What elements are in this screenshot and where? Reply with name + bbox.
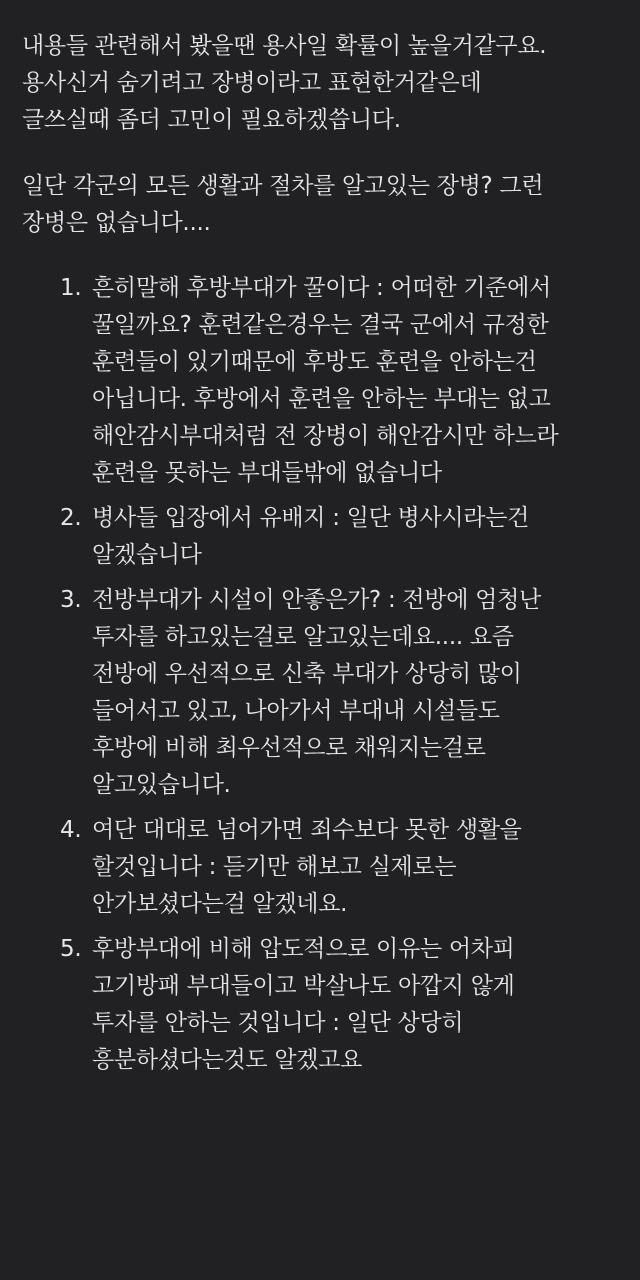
list-number: 1.	[60, 275, 82, 301]
text-line: 훈련들이 있기때문에 후방도 훈련을 안하는건	[92, 349, 537, 375]
text-line: 들어서고 있고, 나아가서 부대내 시설들도	[92, 698, 500, 724]
list-number: 4.	[60, 817, 82, 843]
paragraph	[22, 28, 626, 139]
list-item	[22, 500, 626, 574]
text-line: 글쓰실때 좀더 고민이 필요하겠씁니다.	[22, 107, 401, 133]
list-number: 3.	[60, 587, 82, 613]
text-line: 할것입니다 : 듣기만 해보고 실제로는	[92, 854, 457, 880]
text-line: 투자를 하고있는걸로 알고있는데요.... 요즘	[92, 624, 514, 650]
text-line: 전방에 우선적으로 신축 부대가 상당히 많이	[92, 661, 522, 687]
text-line: 꿀일까요? 훈련같은경우는 결국 군에서 규정한	[92, 312, 549, 338]
list-item	[22, 812, 626, 923]
text-line: 장병은 없습니다....	[22, 210, 211, 236]
text-line: 병사들 입장에서 유배지 : 일단 병사시라는건	[92, 505, 530, 531]
text-line: 훈련을 못하는 부대들밖에 없습니다	[92, 460, 442, 486]
text-line: 내용들 관련해서 봤을땐 용사일 확률이 높을거같구요.	[22, 33, 547, 59]
text-line: 여단 대대로 넘어가면 죄수보다 못한 생활을	[92, 817, 522, 843]
text-line: 고기방패 부대들이고 박살나도 아깝지 않게	[92, 973, 515, 999]
text-line: 투자를 안하는 것입니다 : 일단 상당히	[92, 1010, 464, 1036]
paragraph	[22, 168, 626, 242]
numbered-list	[22, 270, 626, 1079]
text-line: 일단 각군의 모든 생활과 절차를 알고있는 장병? 그런	[22, 173, 544, 199]
text-line: 흔히말해 후방부대가 꿀이다 : 어떠한 기준에서	[92, 275, 551, 301]
list-number: 2.	[60, 505, 82, 531]
list-number: 5.	[60, 936, 82, 962]
text-line: 알고있습니다.	[92, 772, 231, 798]
list-item	[22, 931, 626, 1079]
text-line: 알겠습니다	[92, 542, 202, 568]
text-line: 안가보셨다는걸 알겠네요.	[92, 891, 348, 917]
text-line: 용사신거 숨기려고 장병이라고 표현한거같은데	[22, 70, 482, 96]
text-line: 흥분하셨다는것도 알겠고요	[92, 1047, 363, 1073]
list-item	[22, 582, 626, 804]
comment-body	[22, 28, 626, 1087]
text-line: 후방에 비해 최우선적으로 채워지는걸로	[92, 735, 486, 761]
text-line: 해안감시부대처럼 전 장병이 해안감시만 하느라	[92, 423, 559, 449]
list-item	[22, 270, 626, 492]
text-line: 전방부대가 시설이 안좋은가? : 전방에 엄청난	[92, 587, 541, 613]
text-line: 후방부대에 비해 압도적으로 이유는 어차피	[92, 936, 515, 962]
text-line: 아닙니다. 후방에서 훈련을 안하는 부대는 없고	[92, 386, 551, 412]
